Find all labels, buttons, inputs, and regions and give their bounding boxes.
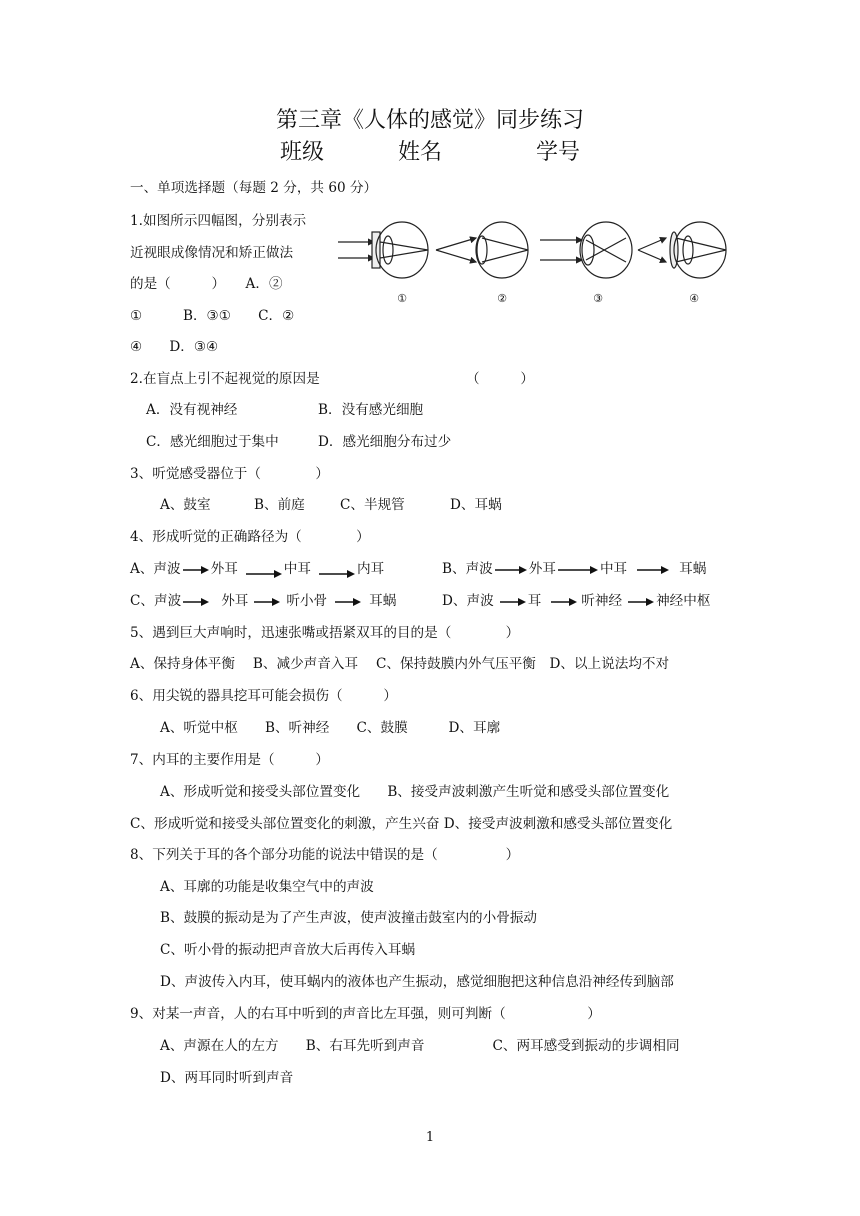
q4-option-b [442, 559, 706, 579]
q4b-step-3: 中耳 [599, 561, 628, 577]
arrow-icon [637, 565, 669, 575]
q7-options-cd: C、形成听觉和接受头部位置变化的刺激，产生兴奋 D、接受声波刺激和感受头部位置变化 [130, 816, 673, 832]
q4d-step-3: 听神经 [581, 593, 623, 609]
q4d-step-1: D、声波 [442, 593, 494, 609]
section-heading: 一、单项选择题（每题 2 分，共 60 分） [130, 180, 378, 196]
fig-label-4: ④ [689, 292, 699, 305]
arrow-icon [495, 565, 527, 575]
q2-option-c: C．感光细胞过于集中 [146, 434, 279, 450]
q4-option-a [130, 559, 384, 579]
arrow-icon [551, 597, 577, 607]
eye-diagrams-figure [336, 210, 732, 314]
q9-stem: 9、对某一声音，人的右耳中听到的声音比左耳强，则可判断（ ） [130, 1006, 601, 1022]
arrow-icon [183, 597, 209, 607]
q4-option-c [130, 591, 396, 611]
q5-stem: 5、遇到巨大声响时，迅速张嘴或捂紧双耳的目的是（ ） [130, 625, 520, 641]
arrow-icon [335, 597, 361, 607]
q8-option-c: C、听小骨的振动把声音放大后再传入耳蜗 [160, 942, 416, 958]
q6-stem: 6、用尖锐的器具挖耳可能会损伤（ ） [130, 688, 397, 704]
q3-option-b: B、前庭 [254, 497, 305, 513]
q8-option-b: B、鼓膜的振动是为了产生声波，使声波撞击鼓室内的小骨振动 [160, 910, 538, 926]
page-title: 第三章《人体的感觉》同步练习 [275, 108, 584, 133]
q2-answer-paren: （ ） [466, 371, 534, 387]
q2-stem: 2.在盲点上引不起视觉的原因是 [130, 371, 320, 387]
q1-line-3: 的是（ ） A．② [130, 276, 283, 292]
q4-option-d [442, 591, 710, 611]
q8-option-d: D、声波传入内耳，使耳蜗内的液体也产生振动，感觉细胞把这种信息沿神经传到脑部 [160, 974, 674, 990]
arrow-icon [319, 569, 355, 579]
q4c-step-1: C、声波 [130, 593, 182, 609]
arrow-icon [558, 565, 598, 575]
q4c-step-3: 听小骨 [286, 593, 328, 609]
q4b-step-2: 外耳 [528, 561, 556, 577]
q1-line-5: ④ D．③④ [130, 339, 219, 355]
q5-options: A、保持身体平衡 B、减少声音入耳 C、保持鼓膜内外气压平衡 D、以上说法均不对 [130, 656, 670, 672]
q2-option-a: A．没有视神经 [146, 402, 238, 418]
q4a-step-1: A、声波 [130, 561, 181, 577]
q9-option-d: D、两耳同时听到声音 [160, 1070, 294, 1086]
q4a-step-4: 内耳 [356, 561, 385, 577]
q7-stem: 7、内耳的主要作用是（ ） [130, 752, 329, 768]
student-id-label: 学号 [536, 140, 581, 165]
eye-diagram-3 [540, 222, 632, 278]
q4d-step-2: 耳 [527, 593, 542, 609]
q3-option-c: C、半规管 [340, 497, 405, 513]
q4a-step-2: 外耳 [210, 561, 238, 577]
name-label: 姓名 [397, 140, 442, 165]
q3-stem: 3、听觉感受器位于（ ） [130, 466, 329, 482]
q8-stem: 8、下列关于耳的各个部分功能的说法中错误的是（ ） [130, 847, 520, 863]
q6-options: A、听觉中枢 B、听神经 C、鼓膜 D、耳廓 [160, 720, 501, 736]
q1-line-4: ① B．③① C．② [130, 308, 295, 324]
eye-diagram-2 [436, 222, 528, 278]
q4d-step-4: 神经中枢 [656, 593, 711, 609]
q9-options-abc: A、声源在人的左方 B、右耳先听到声音 C、两耳感受到振动的步调相同 [160, 1038, 680, 1054]
q3-option-d: D、耳蜗 [450, 497, 502, 513]
q4c-step-2: 外耳 [221, 593, 249, 609]
q4b-step-1: B、声波 [442, 561, 493, 577]
arrow-icon [500, 597, 526, 607]
fig-label-3: ③ [593, 292, 603, 305]
eye-diagram-4 [638, 222, 726, 278]
q4b-step-4: 耳蜗 [679, 561, 707, 577]
q2-option-d: D．感光细胞分布过少 [318, 434, 452, 450]
eye-diagram-1 [338, 222, 428, 278]
arrow-icon [254, 597, 280, 607]
q7-options-ab: A、形成听觉和接受头部位置变化 B、接受声波刺激产生听觉和感受头部位置变化 [160, 784, 670, 800]
q8-option-a: A、耳廓的功能是收集空气中的声波 [160, 879, 374, 895]
page-number: 1 [425, 1130, 435, 1145]
fig-label-2: ② [497, 292, 507, 305]
q3-option-a: A、鼓室 [160, 497, 211, 513]
q4a-step-3: 中耳 [283, 561, 311, 577]
student-info-line [0, 138, 860, 168]
q2-option-b: B．没有感光细胞 [318, 402, 424, 418]
class-label: 班级 [279, 140, 324, 165]
arrow-icon [246, 569, 282, 579]
q4-stem: 4、形成听觉的正确路径为（ ） [130, 529, 370, 545]
q1-line-1: 1.如图所示四幅图，分别表示 [130, 213, 307, 229]
fig-label-1: ① [397, 292, 407, 305]
q4c-step-4: 耳蜗 [369, 593, 397, 609]
arrow-icon [183, 565, 209, 575]
q1-line-2: 近视眼成像情况和矫正做法 [130, 245, 294, 261]
arrow-icon [628, 597, 654, 607]
